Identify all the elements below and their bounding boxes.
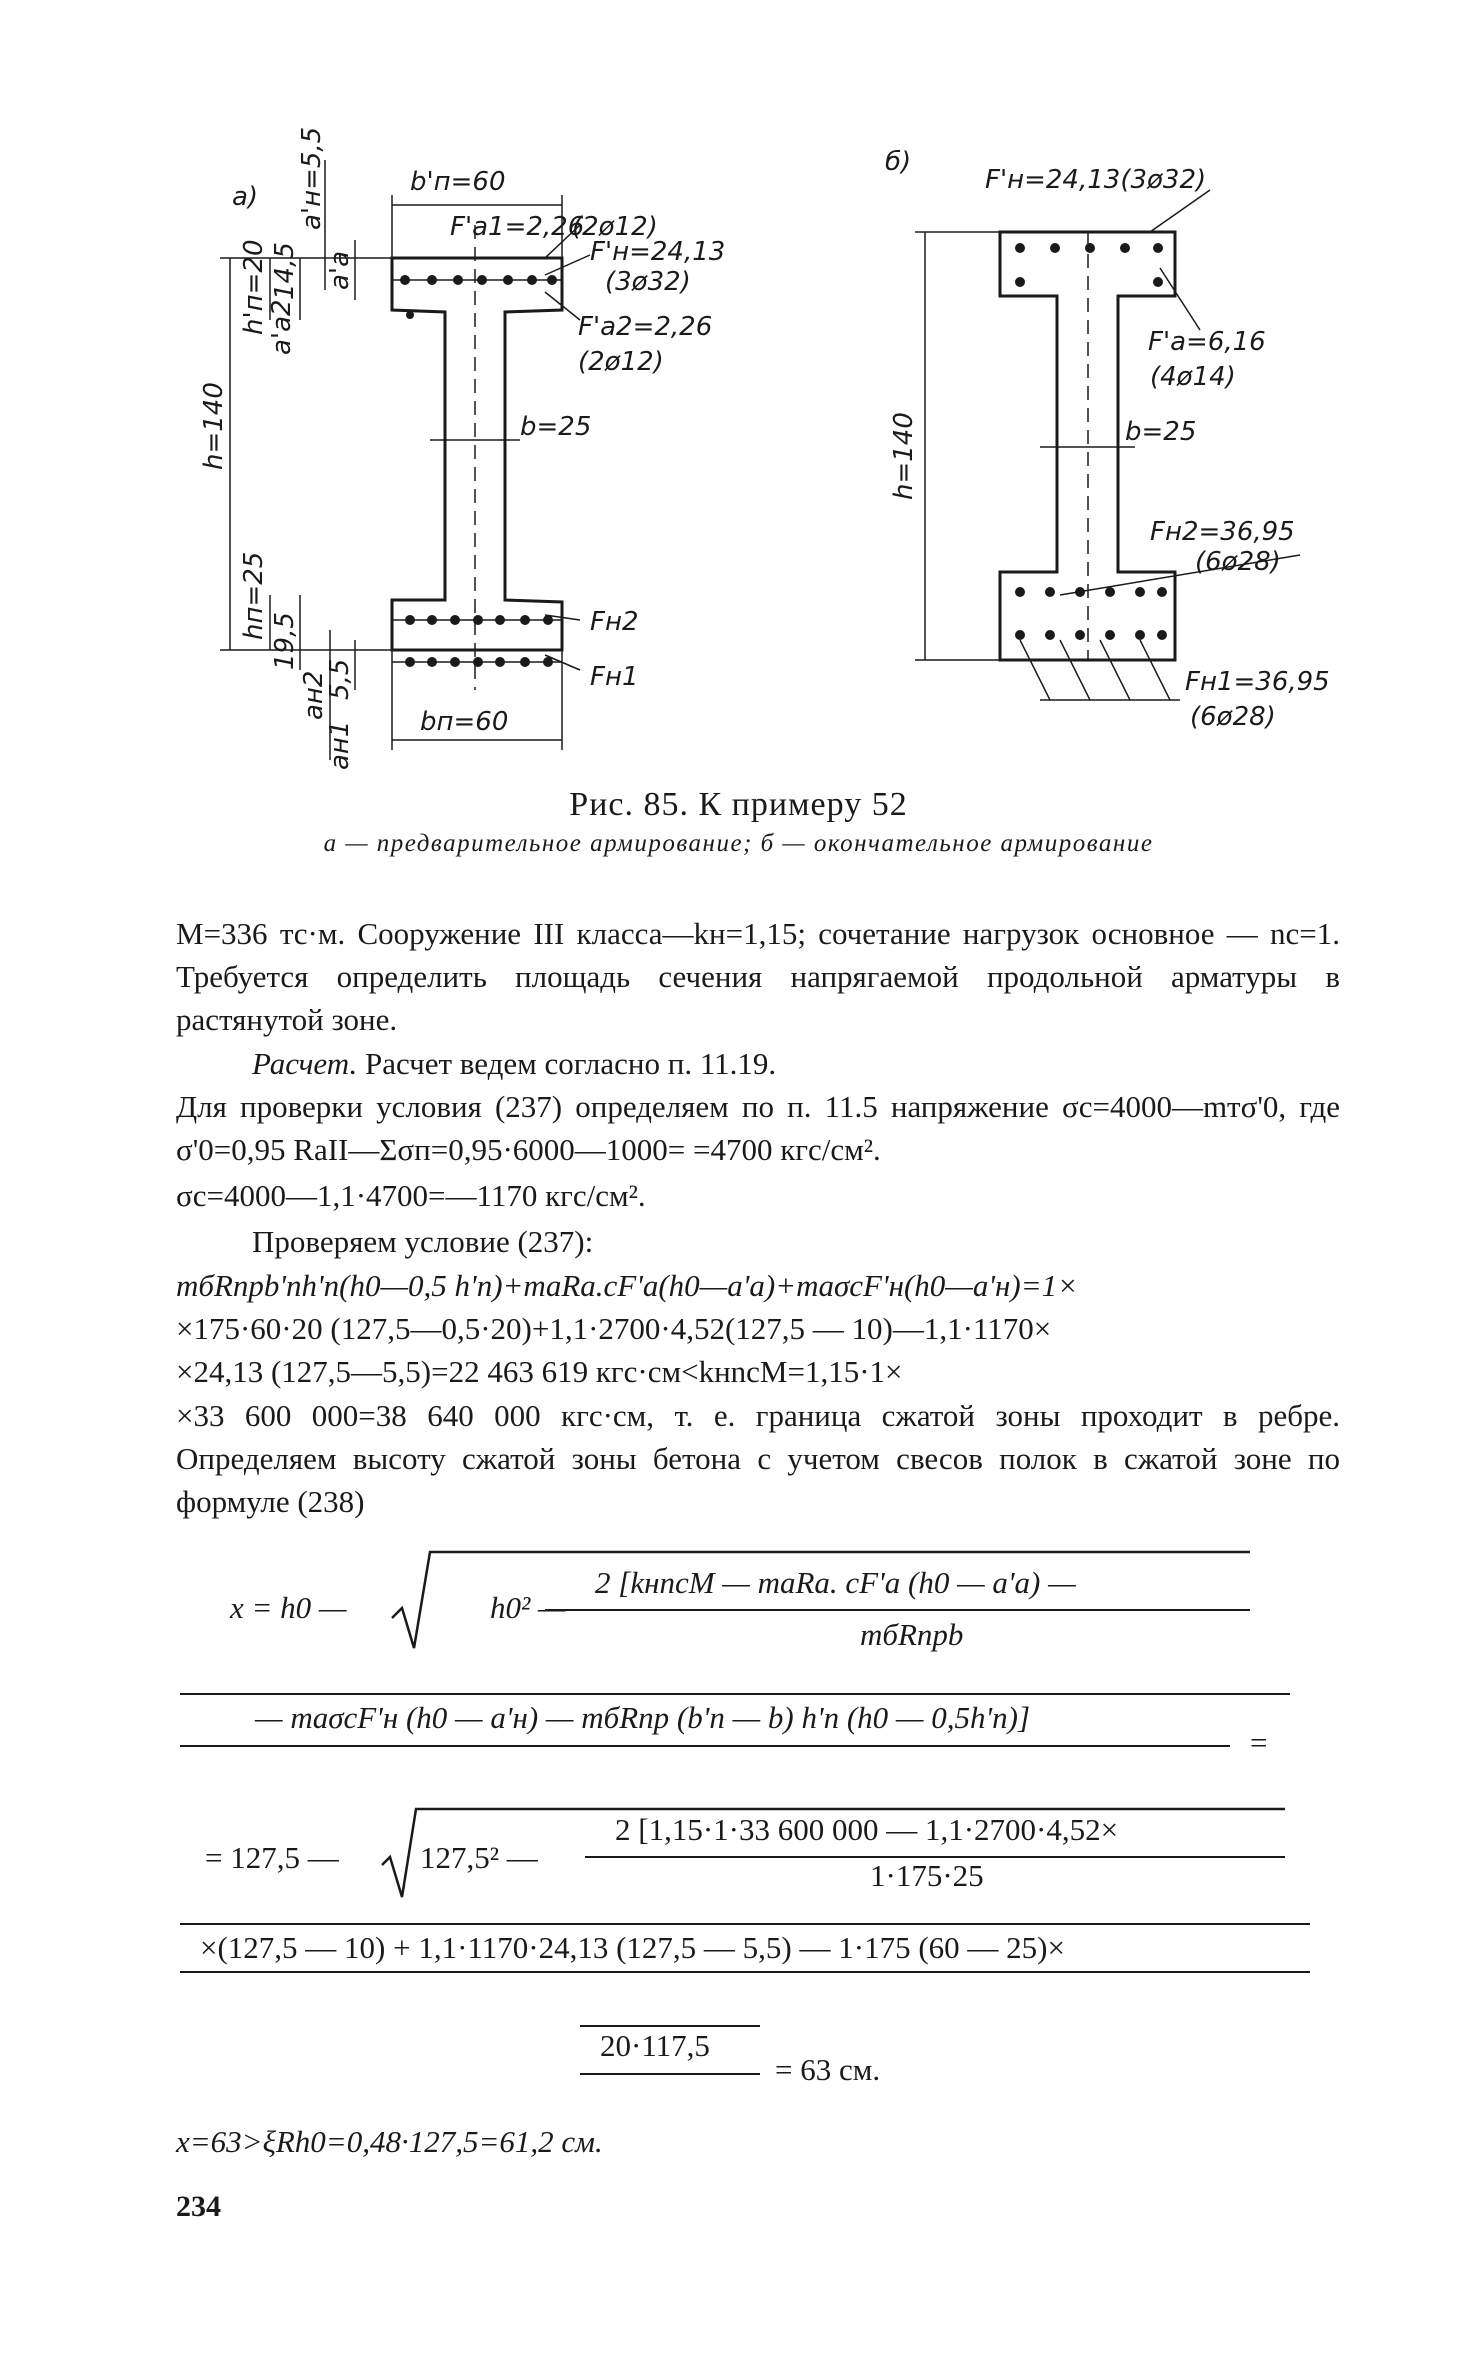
label-a-top: a'a (325, 250, 355, 290)
sigma-c-value: σс=4000—1,1·4700=—1170 кгс/см². (176, 1178, 646, 1213)
f2-continuation: ×(127,5 — 10) + 1,1·1170·24,13 (127,5 — 5,5) — 1·175 (60 — 25)× (200, 1930, 1065, 1965)
f1-numerator: 2 [kнnсM — maRa. cF'a (h0 — a'a) — (595, 1565, 1076, 1600)
f1-denominator: mбRпрb (860, 1617, 964, 1652)
f2-lhs: = 127,5 — (205, 1840, 339, 1875)
condition-line-2: ×175·60·20 (127,5—0,5·20)+1,1·2700·4,52(127,5 — 10)—1,1·1170× (176, 1311, 1052, 1346)
label-fh-top-bars: (3ø32) (605, 267, 691, 297)
f1-h0: h0² — (490, 1590, 566, 1625)
f1-lhs: x = h0 — (230, 1590, 347, 1625)
condition-line-1: mбRпрb'пh'п(h0—0,5 h'п)+maRa.cF'a(h0—a'a)+maσcF'н(h0—a'н)=1× (176, 1268, 1079, 1303)
figure-subcaption: а — предварительное армирование; б — окончательное армирование (323, 830, 1154, 857)
calc-label: Расчет. (252, 1046, 358, 1081)
final-check: x=63>ξRh0=0,48·127,5=61,2 см. (176, 2124, 603, 2159)
label-b-bot: bп=60 (420, 707, 509, 737)
label-fa1-bars: (2ø12) (572, 212, 658, 242)
f2-denominator: 1·175·25 (870, 1858, 984, 1893)
label-hn-top: h'п=20 (239, 239, 269, 335)
label-fa-b-bars: (4ø14) (1150, 362, 1236, 392)
label-h-a: h=140 (199, 382, 229, 470)
label-fh2-a: Fн2 (590, 607, 639, 637)
label-b-top: b'п=60 (410, 167, 506, 197)
label-web-a: b=25 (520, 412, 592, 442)
label-h-b: h=140 (889, 412, 919, 500)
paragraph-calc-intro (176, 1042, 1340, 1085)
calc-text: Расчет ведем согласно п. 11.19. (357, 1046, 777, 1081)
label-fh2-b-bars: (6ø28) (1195, 547, 1281, 577)
panel-b-label: б) (885, 147, 912, 177)
paragraph-result: ×33 600 000=38 640 000 кгс·см, т. е. граница сжатой зоны проходит в ребре. Определяем высоту сжатой зоны бетона с учетом свесов полок в сжатой зоне по формуле (238) (176, 1398, 1340, 1519)
f2-result: = 63 см. (775, 2052, 881, 2087)
paragraph-sigma-c: Для проверки условия (237) определяем по п. 11.5 напряжение σс=4000—mтσ'0, где σ'0=0,95 RaII—Σσп=0,95·6000—1000= =4700 кгс/см². (176, 1089, 1340, 1167)
label-fh-top-b: F'н=24,13(3ø32) (985, 165, 1207, 195)
f2-last-term: 20·117,5 (600, 2028, 710, 2063)
label-fa1: F'a1=2,26 (450, 212, 585, 242)
page-number: 234 (176, 2190, 221, 2223)
label-fh1-a: Fн1 (590, 662, 639, 692)
label-fh1-b-bars: (6ø28) (1190, 702, 1276, 732)
label-fa2-bars: (2ø12) (578, 347, 664, 377)
label-aa2: a'a2 (267, 299, 297, 355)
label-fa-b: F'a=6,16 (1148, 327, 1266, 357)
f2-numerator: 2 [1,15·1·33 600 000 — 1,1·2700·4,52× (615, 1812, 1119, 1847)
paragraph-problem: M=336 тс·м. Сооружение III класса—kн=1,15; сочетание нагрузок основное — nс=1. Требуется определить площадь сечения напрягаемой продольной арматуры в растянутой зоне. (176, 916, 1340, 1037)
label-fh1-b: Fн1=36,95 (1185, 667, 1330, 697)
figure-85 (0, 0, 1477, 780)
condition-line-3: ×24,13 (127,5—5,5)=22 463 619 кгс·см<kнnсM=1,15·1× (176, 1354, 903, 1389)
figure-caption: Рис. 85. К примеру 52 (569, 786, 908, 823)
panel-a-label: а) (232, 182, 259, 212)
f1-continuation: — maσcF'н (h0 — a'н) — mбRпр (b'п — b) h'п (h0 — 0,5h'п)] (255, 1700, 1031, 1735)
label-ah2: aн2 (299, 670, 329, 720)
label-web-b: b=25 (1125, 417, 1197, 447)
f1-equals: = (1250, 1725, 1268, 1760)
label-d145: 14,5 (270, 242, 300, 300)
f2-radicand: 127,5² — (420, 1840, 538, 1875)
label-d195: 19,5 (270, 612, 300, 670)
label-fh-top: F'н=24,13 (590, 237, 726, 267)
label-fa2: F'a2=2,26 (578, 312, 713, 342)
label-hn-bot: hп=25 (239, 551, 269, 640)
label-d55: 5,5 (325, 658, 355, 700)
label-ah1: aн1 (325, 720, 355, 770)
section-a-outline (392, 258, 562, 650)
label-ah: a'н=5,5 (297, 126, 327, 230)
label-fh2-b: Fн2=36,95 (1150, 517, 1295, 547)
check-condition-label: Проверяем условие (237): (252, 1224, 594, 1259)
